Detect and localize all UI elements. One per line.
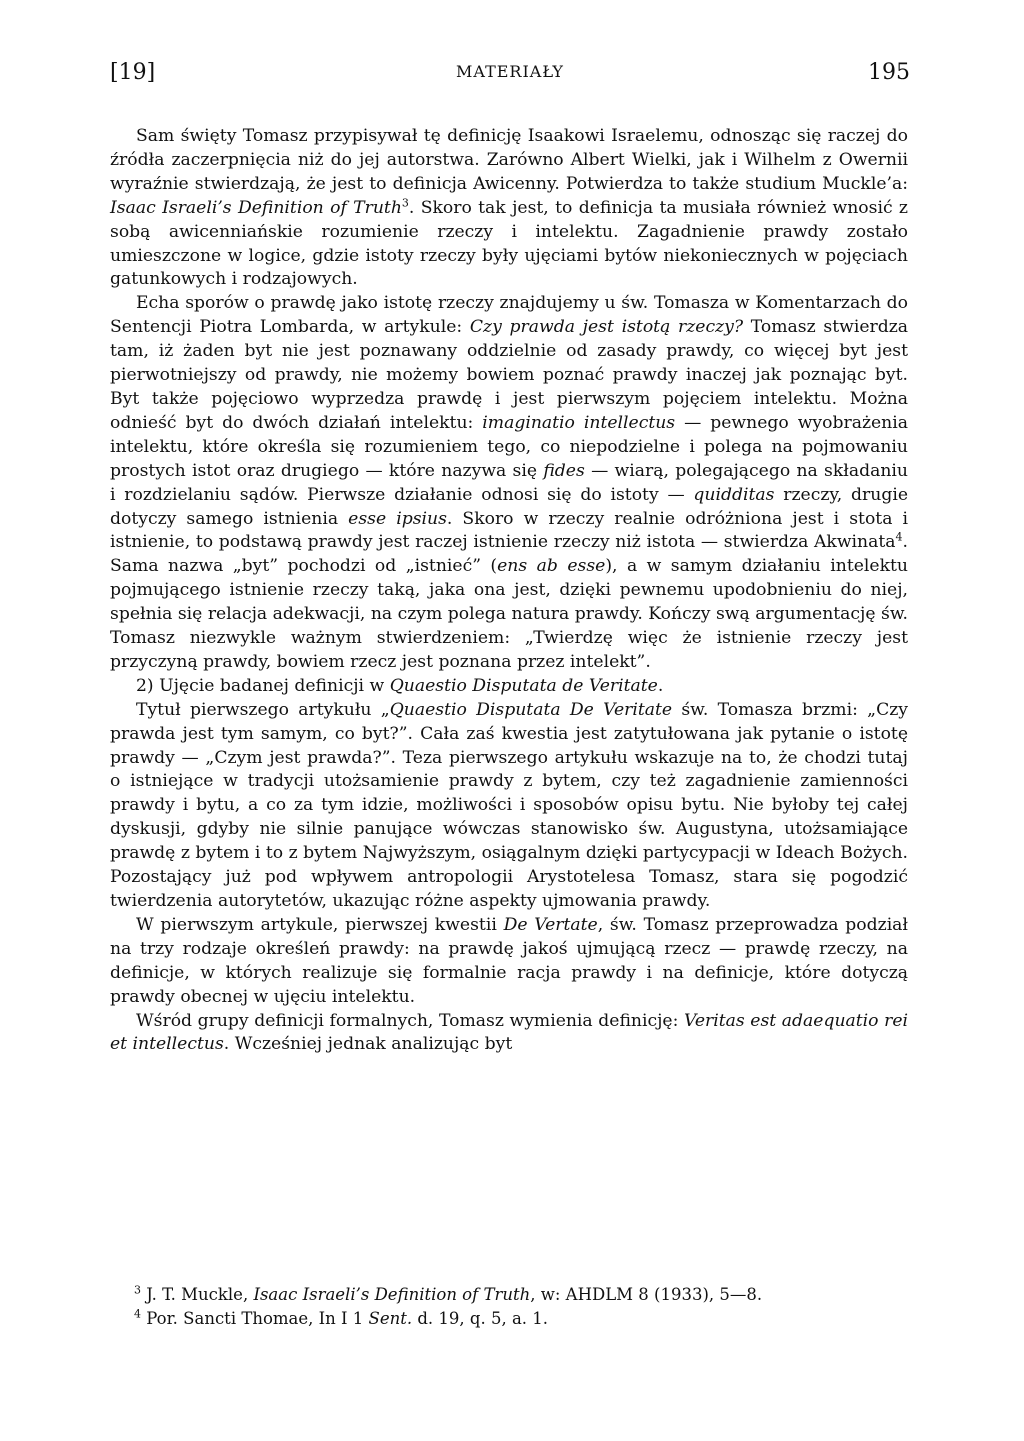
italic-run: imaginatio intellectus bbox=[482, 412, 676, 433]
italic-run: Czy prawda jest istotą rzeczy? bbox=[469, 317, 744, 338]
italic-run: De Vertate bbox=[503, 914, 598, 935]
main-text bbox=[110, 125, 908, 1057]
paragraph bbox=[110, 125, 908, 292]
text-run: Sam święty Tomasz przypisywał tę definicję Isaakowi Israelemu, odnosząc się raczej do źródła zaczerpnięcia niż do jej autorstwa. Zarówno Albert Wielki, jak i Wilhelm z Owernii wyraźnie stwierdzają, że jest to definicja Awicenny. Potwierdza to także studium Muckle’a: bbox=[110, 126, 908, 194]
text-run: Tytuł pierwszego artykułu „ bbox=[136, 699, 390, 720]
text-run: . Skoro w rzeczy realnie odróżniona jest i stota i istnienie, to podstawą prawdy jest raczej istnienie rzeczy niż istota — stwierdza Akwinata bbox=[110, 508, 908, 553]
footnote-ref: 4 bbox=[134, 1307, 141, 1320]
page-number: 195 bbox=[868, 60, 910, 85]
footnotes bbox=[110, 1283, 908, 1330]
paragraph bbox=[110, 914, 908, 1010]
text-run: 2) Ujęcie badanej definicji w bbox=[136, 675, 390, 696]
text-run: d. 19, q. 5, a. 1. bbox=[412, 1308, 549, 1328]
text-run: . Skoro tak jest, to definicja ta musiała również wnosić z sobą awicenniańskie rozumienie rzeczy i intelektu. Zagadnienie prawdy zostało umieszczone w logice, gdzie istoty rzeczy były ujęciami bytów niekoniecznych w pojęciach gatunkowych i rodzajowych. bbox=[110, 197, 908, 290]
italic-run: Sent. bbox=[368, 1308, 413, 1328]
text-run: Por. Sancti Thomae, In I 1 bbox=[141, 1308, 369, 1328]
text-run: J. T. Muckle, bbox=[141, 1285, 254, 1304]
text-run: św. Tomasza brzmi: „Czy prawda jest tym samym, co byt?”. Cała zaś kwestia jest zatytułowana jak pytanie o istotę prawdy — „Czym jest prawda?”. Teza pierwszego artykułu wskazuje na to, że chodzi tutaj o istniejące w tradycji utożsamienie prawdy z bytem, czy też zagadnienie zamienności prawdy i bytu, a co za tym idzie, możliwości i sposobów opisu bytu. Nie byłoby tej całej dyskusji, gdyby nie silnie panujące wówczas stanowisko św. Augustyna, utożsamiające prawdę z bytem i to z bytem Najwyższym, osiągalnym dzięki partycypacji w Ideach Bożych. Pozostający już pod wpływem antropologii Arystotelesa Tomasz, stara się pogodzić twierdzenia autorytetów, ukazując różne aspekty ujmowania prawdy. bbox=[110, 699, 908, 911]
text-run: . Sama nazwa „byt” pochodzi od „istnieć” ( bbox=[110, 532, 908, 577]
text-run: W pierwszym artykule, pierwszej kwestii bbox=[136, 914, 504, 935]
italic-run: Quaestio Disputata De Veritate bbox=[389, 699, 673, 720]
italic-run: fides bbox=[543, 460, 585, 481]
text-run: . Wcześniej jednak analizując byt bbox=[223, 1034, 513, 1055]
footnote-ref: 3 bbox=[401, 195, 409, 209]
running-header bbox=[110, 60, 910, 90]
running-title: MATERIAŁY bbox=[456, 62, 564, 81]
italic-run: Quaestio Disputata de Veritate bbox=[389, 675, 658, 696]
paragraph bbox=[110, 1010, 908, 1058]
text-run: , św. Tomasz przeprowadza podział na trzy rodzaje określeń prawdy: na prawdę jakoś ujmującą rzecz — prawdę rzeczy, na definicje, w których realizuje się formalnie racja prawdy i na definicje, które dotyczą prawdy obecnej w ujęciu intelektu. bbox=[110, 914, 909, 1007]
footnote-ref: 3 bbox=[134, 1283, 141, 1297]
italic-run: Isaac Israeli’s Definition of Truth bbox=[110, 197, 402, 218]
paragraph bbox=[110, 675, 908, 699]
footnote-ref: 4 bbox=[895, 530, 903, 544]
paragraph bbox=[110, 292, 908, 675]
text-run: — pewnego wyobrażenia intelektu, które określa się rozumieniem tego, co niepodzielne i polega na pojmowaniu prostych istot oraz drugiego — które nazywa się bbox=[110, 412, 908, 481]
text-run: Wśród grupy definicji formalnych, Tomasz wymienia definicję: bbox=[136, 1010, 684, 1031]
italic-run: Isaac Israeli’s Definition of Truth bbox=[253, 1285, 531, 1304]
italic-run: Veritas est adaequatio rei et intellectus bbox=[110, 1010, 908, 1055]
text-run: ), a w samym działaniu intelektu pojmującego istnienie rzeczy taką, jaka ona jest, dzięki pewnemu upodobnieniu do niej, spełnia się relacja adekwacji, na czym polega natura prawdy. Kończy swą argumentację św. Tomasz niezwykle ważnym stwierdzeniem: „Twierdzę więc że istnienie rzeczy jest przyczyną prawdy, bowiem rzecz jest poznana przez intelekt”. bbox=[110, 556, 908, 672]
paragraph bbox=[110, 699, 908, 914]
italic-run: ens ab esse bbox=[497, 556, 606, 577]
footnote bbox=[110, 1283, 908, 1307]
text-run: Tomasz stwierdza tam, iż żaden byt nie jest poznawany oddzielnie od zasady prawdy, co więcej byt jest pierwotniejszy od prawdy, nie możemy bowiem poznać prawdy inaczej jak poznając byt. Byt także pojęciowo wyprzedza prawdę i jest pierwszym pojęciem intelektu. Można odnieść byt do dwóch działań intelektu: bbox=[110, 317, 909, 433]
section-number: [19] bbox=[110, 60, 156, 85]
text-run: , w: AHDLM 8 (1933), 5—8. bbox=[530, 1285, 763, 1304]
text-run: rzeczy, drugie dotyczy samego istnienia bbox=[110, 484, 908, 529]
italic-run: quidditas bbox=[693, 484, 775, 505]
italic-run: esse ipsius bbox=[348, 508, 447, 529]
text-run: Echa sporów o prawdę jako istotę rzeczy znajdujemy u św. Tomasza w Komentarzach do Sentencji Piotra Lombarda, w artykule: bbox=[110, 293, 908, 338]
text-run: . bbox=[657, 675, 664, 696]
footnote bbox=[110, 1307, 908, 1331]
text-run: — wiarą, polegającego na składaniu i rozdzielaniu sądów. Pierwsze działanie odnosi się do istoty — bbox=[110, 460, 908, 505]
